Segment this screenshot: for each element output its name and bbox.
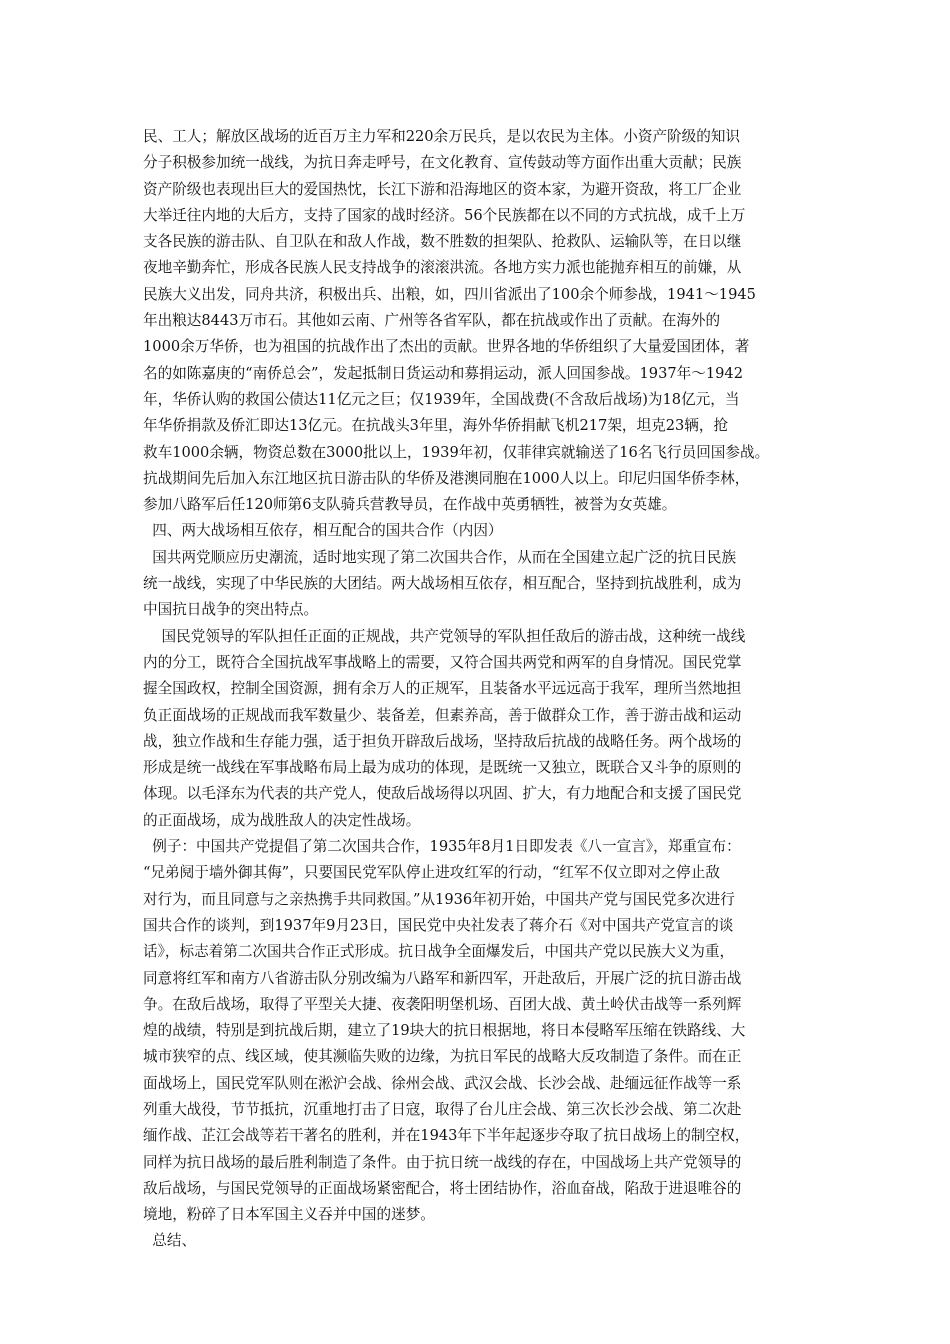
text-line: 例子：中国共产党提倡了第二次国共合作，1935年8月1日即发表《八一宣言》，郑重宣布： <box>143 838 741 856</box>
text-line: 面战场上，国民党军队则在淞沪会战、徐州会战、武汉会战、长沙会战、赴缅远征作战等一系 <box>143 1074 742 1092</box>
text-line: 分子积极参加统一战线，为抗日奔走呼号，在文化教育、宣传鼓动等方面作出重大贡献；民族 <box>143 154 742 172</box>
text-line: 握全国政权，控制全国资源，拥有余万人的正规军，且装备水平远远高于我军，理所当然地担 <box>143 680 742 698</box>
text-line: 救车1000余辆，物资总数在3000批以上，1939年初，仅菲律宾就输送了16名飞行员回国参战。 <box>143 443 770 461</box>
text-line: 民、工人；解放区战场的近百万主力军和220余万民兵，是以农民为主体。小资产阶级的知识 <box>143 128 741 145</box>
text-line: 同样为抗日战场的最后胜利制造了条件。由于抗日统一战线的存在，中国战场上共产党领导的 <box>143 1153 742 1171</box>
text-line: 体现。以毛泽东为代表的共产党人，使敌后战场得以巩固、扩大，有力地配合和支援了国民党 <box>143 785 742 803</box>
section-heading: 四、两大战场相互依存，相互配合的国共合作（内因） <box>143 522 503 540</box>
text-line: 城市狭窄的点、线区域，使其濒临失败的边缘，为抗日军民的战略大反攻制造了条件。而在正 <box>143 1048 742 1066</box>
text-line: “兄弟阋于墙外御其侮”，只要国民党军队停止进攻红军的行动，“红军不仅立即对之停止敌 <box>143 864 720 882</box>
text-line: 中国抗日战争的突出特点。 <box>143 601 319 619</box>
text-line: 名的如陈嘉庚的“南侨总会”，发起抵制日货运动和募捐运动，派人回国参战。1937年～1942 <box>143 364 743 382</box>
text-line: 内的分工，既符合全国抗战军事战略上的需要，又符合国共两党和两军的自身情况。国民党掌 <box>143 653 742 671</box>
text-line: 同意将红军和南方八省游击队分别改编为八路军和新四军，开赴敌后，开展广泛的抗日游击战 <box>143 969 742 987</box>
text-line: 话》，标志着第二次国共合作正式形成。抗日战争全面爆发后，中国共产党以民族大义为重， <box>143 943 735 961</box>
text-line: 民族大义出发，同舟共济，积极出兵、出粮，如，四川省派出了100余个师参战，1941～1945 <box>143 285 756 303</box>
text-line: 年，华侨认购的救国公债达11亿元之巨；仅1939年，全国战费(不含敌后战场)为18亿元，当 <box>143 390 740 408</box>
text-line: 的正面战场，成为战胜敌人的决定性战场。 <box>143 811 421 829</box>
text-line: 年华侨捐款及侨汇即达13亿元。在抗战头3年里，海外华侨捐献飞机217架，坦克23辆，抢 <box>143 417 729 435</box>
text-line: 缅作战、芷江会战等若干著名的胜利，并在1943年下半年起逐步夺取了抗日战场上的制空权， <box>143 1127 750 1145</box>
text-line: 年出粮达8443万市石。其他如云南、广州等各省军队，都在抗战或作出了贡献。在海外的 <box>143 312 721 330</box>
text-line: 支各民族的游击队、自卫队在和敌人作战，数不胜数的担架队、抢救队、运输队等，在日以继 <box>143 233 742 251</box>
text-line: 总结、 <box>143 1232 197 1250</box>
text-line: 敌后战场，与国民党领导的正面战场紧密配合，将士团结协作，浴血奋战，陷敌于进退唯谷的 <box>143 1179 742 1197</box>
text-line: 形成是统一战线在军事战略布局上最为成功的体现，是既统一又独立，既联合又斗争的原则的 <box>143 759 742 777</box>
text-line: 1000余万华侨，也为祖国的抗战作出了杰出的贡献。世界各地的华侨组织了大量爱国团体，著 <box>143 338 750 356</box>
text-line: 煌的战绩，特别是到抗战后期，建立了19块大的抗日根据地，将日本侵略军压缩在铁路线、大 <box>143 1022 746 1040</box>
text-line: 统一战线，实现了中华民族的大团结。两大战场相互依存，相互配合，坚持到抗战胜利，成为 <box>143 575 742 593</box>
text-line: 资产阶级也表现出巨大的爱国热忱，长江下游和沿海地区的资本家，为避开资敌，将工厂企业 <box>143 180 742 198</box>
text-line: 争。在敌后战场，取得了平型关大捷、夜袭阳明堡机场、百团大战、黄土岭伏击战等一系列辉 <box>143 995 742 1013</box>
text-line: 国共两党顺应历史潮流，适时地实现了第二次国共合作，从而在全国建立起广泛的抗日民族 <box>143 548 737 566</box>
text-line: 大举迁往内地的大后方，支持了国家的战时经济。56个民族都在以不同的方式抗战，成千上万 <box>143 206 746 224</box>
text-line: 国共合作的谈判，到1937年9月23日，国民党中央社发表了蒋介石《对中国共产党宣言的谈 <box>143 916 734 934</box>
text-line: 参加八路军后任120师第6支队骑兵营教导员，在作战中英勇牺牲，被誉为女英雄。 <box>143 496 677 514</box>
text-line: 列重大战役，节节抵抗，沉重地打击了日寇，取得了台儿庄会战、第三次长沙会战、第二次赴 <box>143 1100 742 1118</box>
text-line: 战，独立作战和生存能力强，适于担负开辟敌后战场，坚持敌后抗战的战略任务。两个战场的 <box>143 732 742 750</box>
text-line: 抗战期间先后加入东江地区抗日游击队的华侨及港澳同胞在1000人以上。印尼归国华侨李林， <box>143 469 750 487</box>
text-line: 夜地辛勤奔忙，形成各民族人民支持战争的滚滚洪流。各地方实力派也能抛弃相互的前嫌，从 <box>143 259 742 277</box>
document-body <box>143 124 815 1255</box>
text-line: 国民党领导的军队担任正面的正规战，共产党领导的军队担任敌后的游击战，这种统一战线 <box>143 627 746 645</box>
text-line: 境地，粉碎了日本军国主义吞并中国的迷梦。 <box>143 1206 435 1224</box>
text-line: 对行为，而且同意与之亲热携手共同救国。”从1936年初开始，中国共产党与国民党多次进行 <box>143 890 735 908</box>
text-line: 负正面战场的正规战而我军数量少、装备差，但素养高，善于做群众工作，善于游击战和运动 <box>143 706 742 724</box>
